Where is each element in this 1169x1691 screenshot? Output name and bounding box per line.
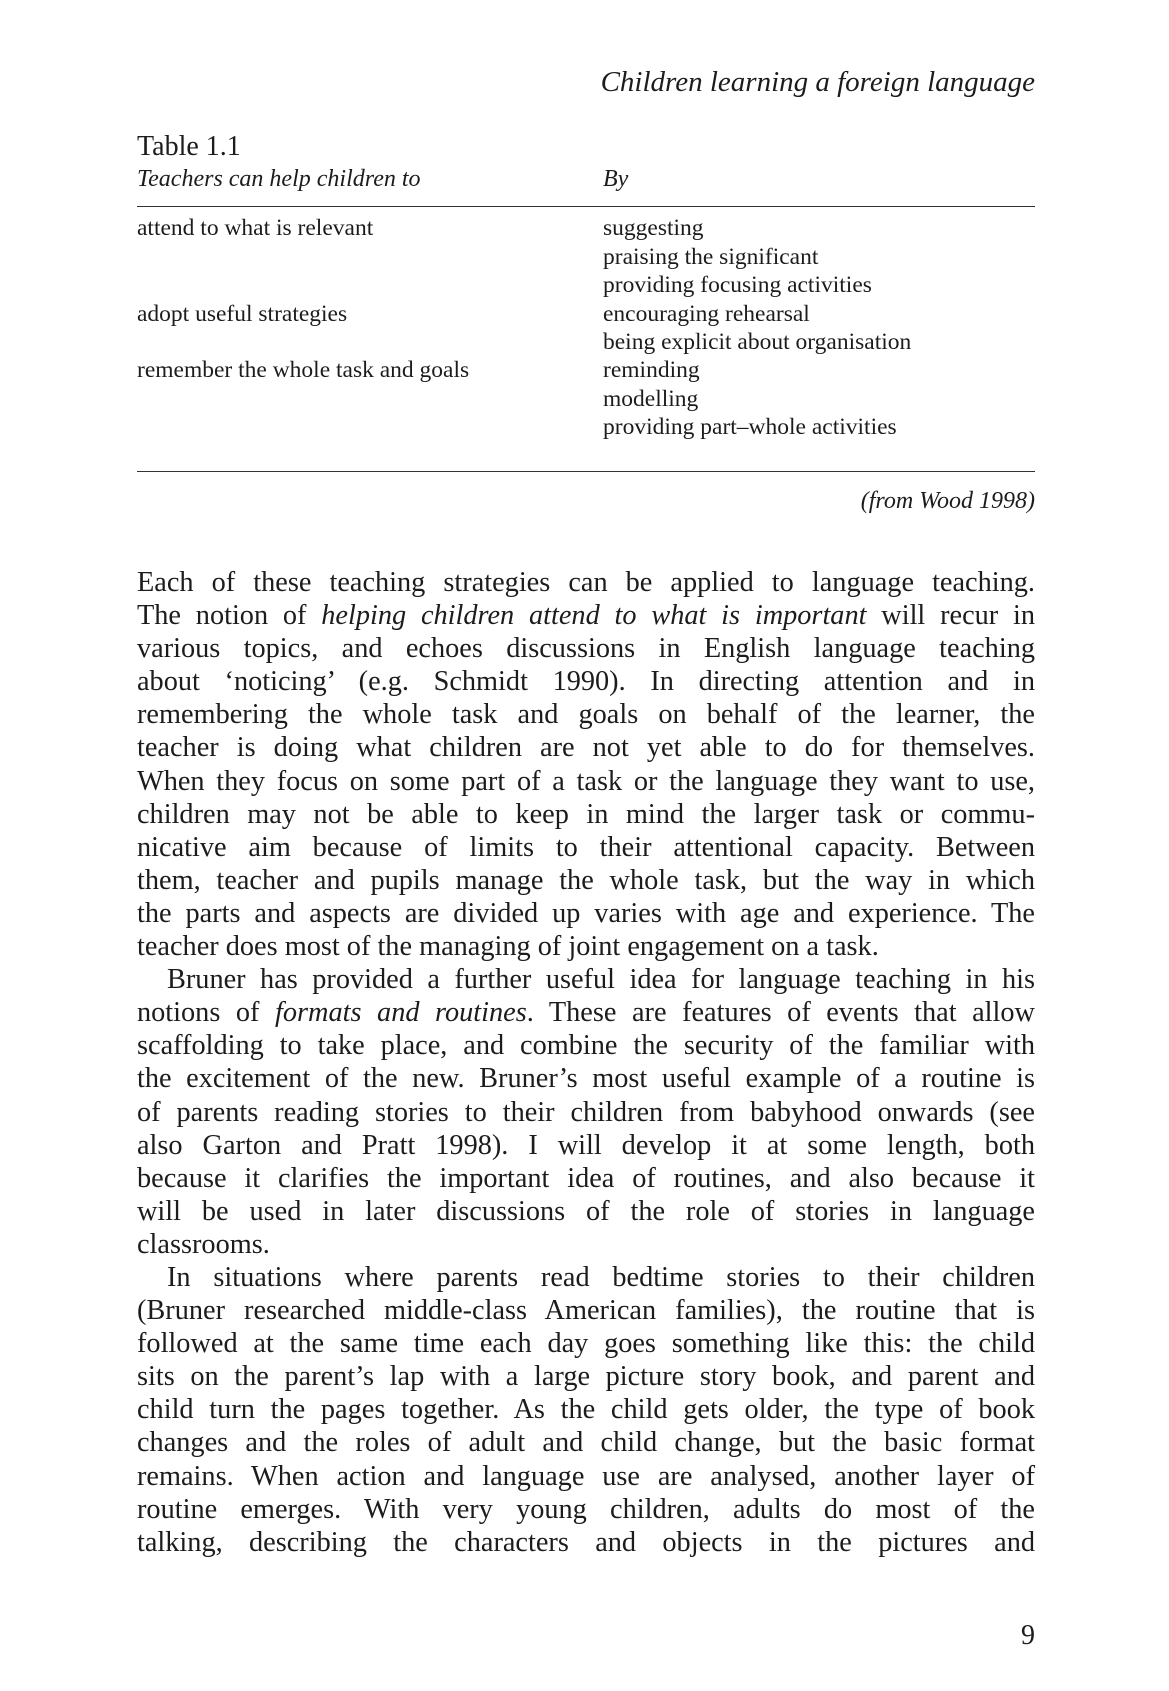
text-line: them, teacher and pupils manage the whole task, but the way in which [137, 864, 1035, 896]
text-line: When they focus on some part of a task or the language they want to use, [137, 765, 1035, 797]
text-line: sits on the parent’s lap with a large picture story book, and parent and [137, 1361, 1035, 1393]
book-page [137, 0, 1035, 1691]
text-line: the parts and aspects are divided up varies with age and experience. The [137, 897, 1035, 929]
table-body [137, 207, 1035, 471]
table-cell-right: praising the significant [603, 244, 819, 270]
text-line: notions of formats and routines. These are features of events that allow [137, 997, 1035, 1029]
text-line: remains. When action and language use are analysed, another layer of [137, 1460, 1035, 1492]
paragraph [137, 963, 1035, 1261]
column-header-teachers: Teachers can help children to [137, 166, 421, 192]
text-line: the excitement of the new. Bruner’s most useful example of a routine is [137, 1063, 1035, 1095]
table-cell-right: suggesting [603, 215, 704, 241]
paragraph [137, 566, 1035, 963]
text-line: about ‘noticing’ (e.g. Schmidt 1990). In directing attention and in [137, 666, 1035, 698]
column-header-by: By [603, 166, 629, 192]
text-line: changes and the roles of adult and child change, but the basic format [137, 1427, 1035, 1459]
text-line: teacher is doing what children are not yet able to do for themselves. [137, 732, 1035, 764]
emphasis: formats and routines [275, 997, 527, 1029]
text-line: of parents reading stories to their children from babyhood onwards (see [137, 1096, 1035, 1128]
text-line: will be used in later discussions of the role of stories in language [137, 1195, 1035, 1227]
table-cell-right: reminding [603, 357, 700, 383]
table-1-1 [137, 130, 1035, 515]
text-line: (Bruner researched middle-class American families), the routine that is [137, 1295, 1035, 1327]
text-line: nicative aim because of limits to their attentional capacity. Between [137, 831, 1035, 863]
text-line: remembering the whole task and goals on behalf of the learner, the [137, 699, 1035, 731]
text-line: children may not be able to keep in mind the larger task or commu- [137, 798, 1035, 830]
table-cell-right: being explicit about organisation [603, 329, 912, 355]
running-head: Children learning a foreign language [600, 66, 1035, 98]
table-cell-right: modelling [603, 386, 699, 412]
text-line: teacher does most of the managing of joint engagement on a task. [137, 931, 879, 963]
emphasis: helping children attend to what is important [321, 600, 867, 632]
text-line: Bruner has provided a further useful idea for language teaching in his [167, 964, 1035, 996]
text-line: child turn the pages together. As the child gets older, the type of book [137, 1394, 1035, 1426]
text-line: classrooms. [137, 1228, 270, 1260]
text-line: scaffolding to take place, and combine the security of the familiar with [137, 1030, 1035, 1062]
table-column-headers [137, 164, 1035, 206]
table-attribution: (from Wood 1998) [860, 488, 1035, 514]
text-line: various topics, and echoes discussions in English language teaching [137, 633, 1035, 665]
text-line: The notion of helping children attend to what is important will recur in [137, 600, 1036, 632]
table-bottom-rule [137, 471, 1035, 472]
text-line: also Garton and Pratt 1998). I will develop it at some length, both [137, 1129, 1035, 1161]
text-line: Each of these teaching strategies can be applied to language teaching. [137, 567, 1035, 598]
body-text [137, 566, 1035, 1559]
text-line: routine emerges. With very young children, adults do most of the [137, 1493, 1035, 1525]
table-cell-right: providing part–whole activities [603, 414, 897, 440]
text-line: followed at the same time each day goes something like this: the child [137, 1328, 1035, 1360]
table-cell-right: encouraging rehearsal [603, 301, 810, 327]
table-cell-right: providing focusing activities [603, 272, 872, 298]
table-cell-left: remember the whole task and goals [137, 357, 470, 383]
text-line: talking, describing the characters and objects in the pictures and [137, 1526, 1035, 1558]
text-line: In situations where parents read bedtime stories to their children [167, 1261, 1035, 1293]
page-number: 9 [1021, 1620, 1035, 1651]
paragraph [137, 1261, 1035, 1559]
table-cell-left: adopt useful strategies [137, 301, 348, 327]
table-caption: Table 1.1 [137, 131, 241, 162]
text-line: because it clarifies the important idea of routines, and also because it [137, 1162, 1035, 1194]
table-cell-left: attend to what is relevant [137, 215, 374, 241]
